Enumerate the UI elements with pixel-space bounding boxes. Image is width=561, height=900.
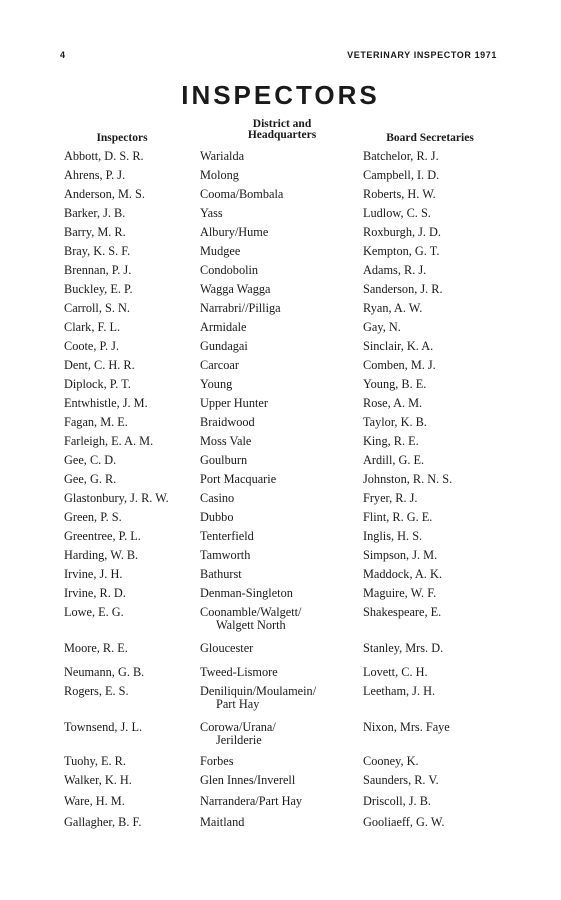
district-headquarters	[200, 454, 247, 467]
district-headquarters	[200, 435, 251, 448]
column-header-district-line1: District and	[252, 118, 312, 130]
board-secretary: Johnston, R. N. S.	[363, 472, 453, 486]
board-secretary: Ludlow, C. S.	[363, 206, 431, 220]
district-headquarters	[200, 568, 242, 581]
district-headquarters	[200, 321, 246, 334]
district-line: Jerilderie	[216, 733, 262, 747]
district-line: Albury/Hume	[200, 225, 269, 239]
district-headquarters	[200, 150, 244, 163]
board-secretary: Inglis, H. S.	[363, 529, 423, 543]
district-line: Port Macquarie	[200, 472, 277, 486]
district-line: Denman-Singleton	[200, 586, 293, 600]
inspector-name: Harding, W. B.	[64, 548, 139, 562]
page-number: 4	[60, 50, 66, 60]
column-header-district-line2: Headquarters	[247, 129, 317, 141]
district-line: Walgett North	[216, 618, 286, 632]
district-headquarters	[200, 795, 302, 808]
inspector-name: Diplock, P. T.	[64, 377, 131, 391]
district-line: Casino	[200, 491, 235, 505]
inspector-name: Farleigh, E. A. M.	[64, 434, 154, 448]
board-secretary: Maddock, A. K.	[363, 567, 442, 581]
district-line: Dubbo	[200, 510, 234, 524]
district-line: Gundagai	[200, 339, 248, 353]
district-headquarters	[200, 721, 276, 747]
inspector-name: Clark, F. L.	[64, 320, 121, 334]
district-line: Narrandera/Part Hay	[200, 794, 303, 808]
district-headquarters	[200, 302, 281, 315]
district-headquarters	[200, 530, 254, 543]
board-secretary: Gooliaeff, G. W.	[363, 815, 445, 829]
board-secretary: Stanley, Mrs. D.	[363, 641, 444, 655]
board-secretary: Campbell, I. D.	[363, 168, 440, 182]
district-line: Tweed-Lismore	[200, 665, 278, 679]
district-headquarters	[200, 378, 232, 391]
district-line: Braidwood	[200, 415, 255, 429]
district-line: Cooma/Bombala	[200, 187, 284, 201]
inspector-name: Tuohy, E. R.	[64, 754, 126, 768]
board-secretary: Adams, R. J.	[363, 263, 427, 277]
district-line: Armidale	[200, 320, 247, 334]
board-secretary: Sanderson, J. R.	[363, 282, 443, 296]
district-line: Mudgee	[200, 244, 241, 258]
inspector-name: Anderson, M. S.	[64, 187, 145, 201]
inspector-name: Fagan, M. E.	[64, 415, 128, 429]
district-headquarters	[200, 283, 271, 296]
district-headquarters	[200, 340, 248, 353]
inspector-name: Barker, J. B.	[64, 206, 126, 220]
district-line: Forbes	[200, 754, 234, 768]
board-secretary: Comben, M. J.	[363, 358, 436, 372]
inspector-name: Moore, R. E.	[64, 641, 128, 655]
district-line: Tamworth	[200, 548, 251, 562]
inspector-name: Dent, C. H. R.	[64, 358, 135, 372]
district-headquarters	[200, 245, 240, 258]
board-secretary: Fryer, R. J.	[363, 491, 418, 505]
district-line: Goulburn	[200, 453, 248, 467]
running-head: VETERINARY INSPECTOR 1971	[347, 50, 497, 60]
board-secretary: Saunders, R. V.	[363, 773, 439, 787]
district-headquarters	[200, 587, 293, 600]
district-headquarters	[200, 226, 268, 239]
board-secretary: Gay, N.	[363, 320, 401, 334]
district-line: Young	[200, 377, 233, 391]
board-secretary: Sinclair, K. A.	[363, 339, 434, 353]
inspector-name: Gallagher, B. F.	[64, 815, 142, 829]
board-secretary: Ardill, G. E.	[363, 453, 425, 467]
district-headquarters	[200, 188, 283, 201]
district-line: Part Hay	[216, 697, 260, 711]
page-title: INSPECTORS	[181, 80, 380, 110]
board-secretary: Roxburgh, J. D.	[363, 225, 442, 239]
inspector-name: Walker, K. H.	[64, 773, 132, 787]
inspector-name: Rogers, E. S.	[64, 684, 129, 698]
inspector-name: Brennan, P. J.	[64, 263, 132, 277]
district-line: Bathurst	[200, 567, 242, 581]
district-line: Coonamble/Walgett/	[200, 605, 302, 619]
district-line: Tenterfield	[200, 529, 254, 543]
district-line: Condobolin	[200, 263, 259, 277]
district-line: Warialda	[200, 149, 245, 163]
inspector-name: Barry, M. R.	[64, 225, 126, 239]
board-secretary: Young, B. E.	[363, 377, 427, 391]
board-secretary: Taylor, K. B.	[363, 415, 427, 429]
inspector-name: Carroll, S. N.	[64, 301, 130, 315]
board-secretary: Ryan, A. W.	[363, 301, 423, 315]
inspector-name: Neumann, G. B.	[64, 665, 145, 679]
district-line: Upper Hunter	[200, 396, 268, 410]
column-header-secretaries: Board Secretaries	[386, 132, 474, 144]
district-line: Moss Vale	[200, 434, 252, 448]
district-headquarters	[200, 264, 258, 277]
inspector-name: Irvine, R. D.	[64, 586, 126, 600]
board-secretary: Driscoll, J. B.	[363, 794, 431, 808]
board-secretary: Rose, A. M.	[363, 396, 423, 410]
board-secretary: Kempton, G. T.	[363, 244, 440, 258]
district-headquarters	[200, 359, 239, 372]
district-headquarters	[200, 511, 233, 524]
inspector-name: Green, P. S.	[64, 510, 122, 524]
inspector-name: Buckley, E. P.	[64, 282, 133, 296]
district-headquarters	[200, 642, 253, 655]
board-secretary: Roberts, H. W.	[363, 187, 436, 201]
inspector-name: Irvine, J. H.	[64, 567, 123, 581]
inspector-name: Glastonbury, J. R. W.	[64, 491, 169, 505]
district-headquarters	[200, 397, 268, 410]
district-headquarters	[200, 606, 301, 632]
board-secretary: Leetham, J. H.	[363, 684, 436, 698]
inspector-name: Ware, H. M.	[64, 794, 125, 808]
district-line: Maitland	[200, 815, 245, 829]
district-headquarters	[200, 549, 250, 562]
board-secretary: King, R. E.	[363, 434, 419, 448]
district-headquarters	[200, 207, 223, 220]
district-headquarters	[200, 416, 255, 429]
column-header-district	[222, 119, 342, 141]
board-secretary: Maguire, W. F.	[363, 586, 437, 600]
district-headquarters	[200, 755, 233, 768]
inspector-name: Entwhistle, J. M.	[64, 396, 148, 410]
inspector-name: Lowe, E. G.	[64, 605, 124, 619]
district-line: Corowa/Urana/	[200, 720, 276, 734]
inspector-name: Abbott, D. S. R.	[64, 149, 144, 163]
board-secretary: Cooney, K.	[363, 754, 419, 768]
district-headquarters	[200, 169, 239, 182]
district-line: Wagga Wagga	[200, 282, 271, 296]
board-secretary: Flint, R. G. E.	[363, 510, 433, 524]
district-line: Narrabri//Pilliga	[200, 301, 281, 315]
inspector-name: Ahrens, P. J.	[64, 168, 126, 182]
district-line: Deniliquin/Moulamein/	[200, 684, 317, 698]
district-headquarters	[200, 774, 295, 787]
board-secretary: Batchelor, R. J.	[363, 149, 439, 163]
inspector-name: Bray, K. S. F.	[64, 244, 131, 258]
inspector-name: Gee, G. R.	[64, 472, 117, 486]
district-line: Yass	[200, 206, 223, 220]
district-headquarters	[200, 816, 244, 829]
district-line: Molong	[200, 168, 239, 182]
column-header-inspectors: Inspectors	[96, 132, 148, 144]
inspector-name: Gee, C. D.	[64, 453, 117, 467]
district-line: Gloucester	[200, 641, 254, 655]
board-secretary: Simpson, J. M.	[363, 548, 438, 562]
district-headquarters	[200, 685, 316, 711]
district-headquarters	[200, 492, 234, 505]
inspector-name: Townsend, J. L.	[64, 720, 143, 734]
district-headquarters	[200, 666, 278, 679]
inspector-name: Greentree, P. L.	[64, 529, 141, 543]
board-secretary: Shakespeare, E.	[363, 605, 442, 619]
board-secretary: Nixon, Mrs. Faye	[363, 720, 450, 734]
district-line: Glen Innes/Inverell	[200, 773, 296, 787]
district-headquarters	[200, 473, 276, 486]
board-secretary: Lovett, C. H.	[363, 665, 428, 679]
inspector-name: Coote, P. J.	[64, 339, 120, 353]
district-line: Carcoar	[200, 358, 239, 372]
